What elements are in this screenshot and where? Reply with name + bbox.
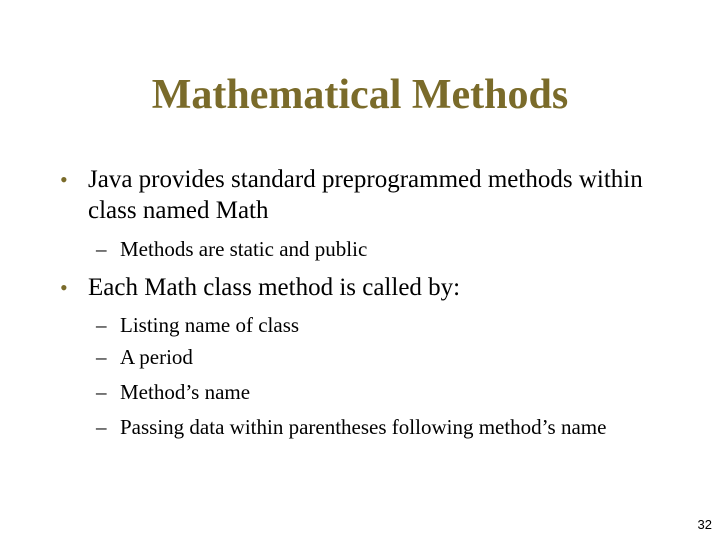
sub-bullet-marker: – xyxy=(96,237,107,261)
bullet-text: Each Math class method is called by: xyxy=(88,274,461,301)
page-number: 32 xyxy=(697,517,712,532)
sub-bullet-text: A period xyxy=(120,345,193,369)
bullet-text: Java provides standard preprogrammed methods within class named Math xyxy=(88,166,643,224)
sub-bullet-marker: – xyxy=(96,415,107,439)
bullet-marker: • xyxy=(60,167,68,192)
bullet-marker: • xyxy=(60,275,68,300)
sub-bullet-text: Methods are static and public xyxy=(120,237,368,261)
sub-bullet-text: Listing name of class xyxy=(120,313,300,337)
slide-title: Mathematical Methods xyxy=(151,72,569,118)
sub-bullet-text: Method’s name xyxy=(120,380,251,404)
sub-bullet-marker: – xyxy=(96,380,107,404)
sub-bullet-marker: – xyxy=(96,313,107,337)
sub-bullet-marker: – xyxy=(96,345,107,369)
sub-bullet-text: Passing data within parentheses following method’s name xyxy=(120,415,607,439)
